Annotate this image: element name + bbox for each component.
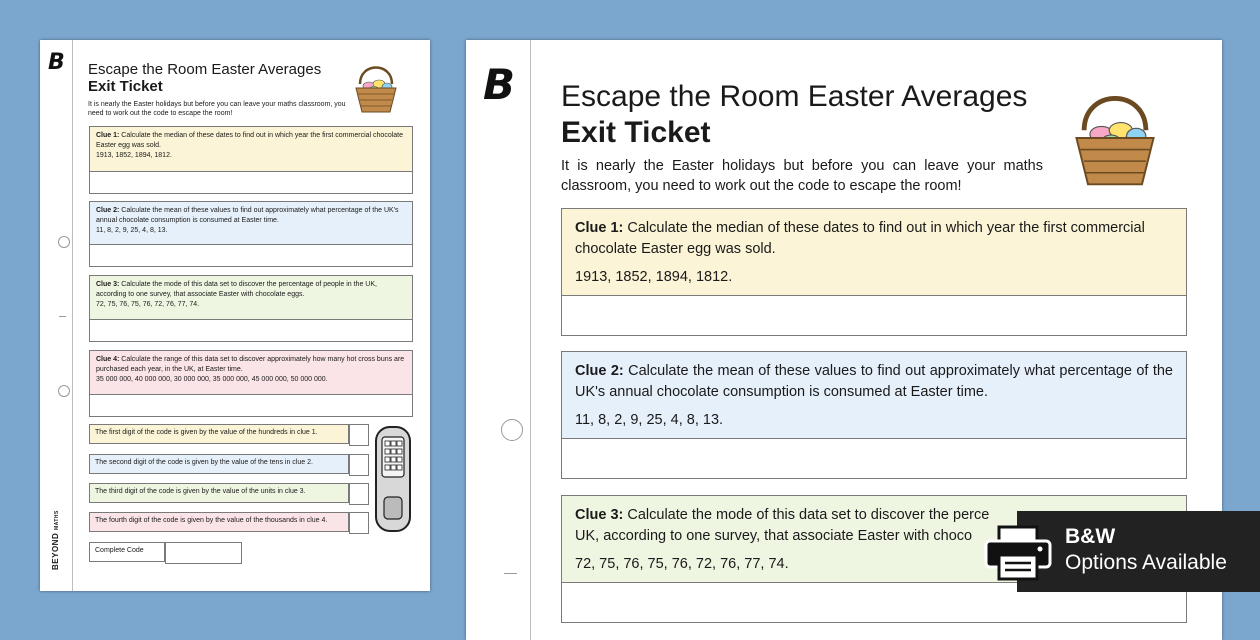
page-title: Escape the Room Easter Averages (561, 80, 1028, 113)
digit-instruction-4: The fourth digit of the code is given by the value of the thousands in clue 4. (89, 512, 349, 532)
clue-data: 11, 8, 2, 9, 25, 4, 8, 13. (575, 412, 724, 428)
clue-card-2 (89, 201, 413, 267)
easter-basket-icon (1066, 84, 1164, 192)
margin-line (72, 40, 73, 591)
digit-answer-box-2[interactable] (349, 454, 369, 476)
intro-text: It is nearly the Easter holidays but before you can leave your maths classroom, you need to work out the code to escape the room! (561, 158, 1043, 194)
digit-instruction-2: The second digit of the code is given by the value of the tens in clue 2. (89, 454, 349, 474)
clue-card-1 (561, 208, 1187, 336)
clue-text: Calculate the mean of these values to find out approximately what percentage of the UK's annual chocolate consumption is consumed at Easter time. (575, 363, 1174, 400)
clue-data: 72, 75, 76, 75, 76, 72, 76, 77, 74. (96, 301, 200, 308)
intro-text: It is nearly the Easter holidays but before you can leave your maths classroom, you need to work out the code to escape the room! (88, 101, 346, 117)
clue-text-line1: Calculate the mode of this data set to discover the perce (627, 507, 990, 523)
easter-basket-icon (352, 60, 400, 116)
fold-mark (504, 573, 517, 574)
clue-text-line2: UK, according to one survey, that associate Easter with choco (575, 528, 973, 544)
punch-hole (501, 419, 523, 441)
digit-instruction-3: The third digit of the code is given by the value of the units in clue 3. (89, 483, 349, 503)
clue-card-1 (89, 126, 413, 194)
complete-code-label: Complete Code (89, 542, 165, 562)
bw-options-badge[interactable] (1017, 511, 1260, 592)
clue-text: Calculate the mode of this data set to discover the percentage of people in the UK, according to one survey, that associate Easter with chocolate eggs. (96, 281, 377, 298)
clue-data: 72, 75, 76, 75, 76, 72, 76, 77, 74. (575, 556, 789, 572)
clue-label: Clue 3: (96, 281, 120, 288)
fold-mark (59, 316, 66, 317)
clue-label: Clue 2: (575, 363, 624, 379)
clue-data: 35 000 000, 40 000 000, 30 000 000, 35 000 000, 45 000 000, 50 000 000. (96, 376, 328, 383)
page-title: Escape the Room Easter Averages (88, 61, 322, 78)
clue-data: 11, 8, 2, 9, 25, 4, 8, 13. (96, 227, 168, 234)
page-subtitle: Exit Ticket (88, 78, 163, 95)
brand-logo: B (48, 50, 65, 75)
clue-label: Clue 1: (575, 220, 624, 236)
door-keypad-icon (374, 425, 412, 533)
printer-icon (983, 525, 1053, 581)
clue-label: Clue 2: (96, 207, 120, 214)
badge-subtitle: Options Available (1065, 551, 1227, 574)
digit-answer-box-4[interactable] (349, 512, 369, 534)
clue-text: Calculate the mean of these values to find out approximately what percentage of the UK's annual chocolate consumption is consumed at Easter time. (96, 207, 399, 224)
clue-text: Calculate the median of these dates to find out in which year the first commercial chocolate Easter egg was sold. (96, 132, 403, 149)
page-subtitle: Exit Ticket (561, 116, 711, 149)
clue-label: Clue 1: (96, 132, 120, 139)
digit-answer-box-1[interactable] (349, 424, 369, 446)
digit-instruction-1: The first digit of the code is given by the value of the hundreds in clue 1. (89, 424, 349, 444)
worksheet-thumbnail (40, 40, 430, 591)
punch-hole (58, 385, 70, 397)
clue-data: 1913, 1852, 1894, 1812. (575, 269, 733, 285)
brand-subname: MATHS (54, 510, 60, 531)
badge-title: B&W (1065, 525, 1116, 548)
brand-name: BEYOND (51, 532, 60, 570)
margin-line (530, 40, 531, 640)
clue-text: Calculate the median of these dates to find out in which year the first commercial chocolate Easter egg was sold. (575, 220, 1145, 257)
clue-card-3 (89, 275, 413, 342)
brand-logo: B (483, 60, 516, 109)
digit-answer-box-3[interactable] (349, 483, 369, 505)
brand-vertical-text (51, 510, 60, 570)
clue-label: Clue 4: (96, 356, 120, 363)
clue-label: Clue 3: (575, 507, 624, 523)
clue-card-2 (561, 351, 1187, 479)
complete-code-box[interactable] (165, 542, 242, 564)
clue-data: 1913, 1852, 1894, 1812. (96, 152, 172, 159)
punch-hole (58, 236, 70, 248)
clue-card-4 (89, 350, 413, 417)
clue-text: Calculate the range of this data set to discover approximately how many hot cross buns are purchased each year, in the UK, at Easter time. (96, 356, 405, 373)
